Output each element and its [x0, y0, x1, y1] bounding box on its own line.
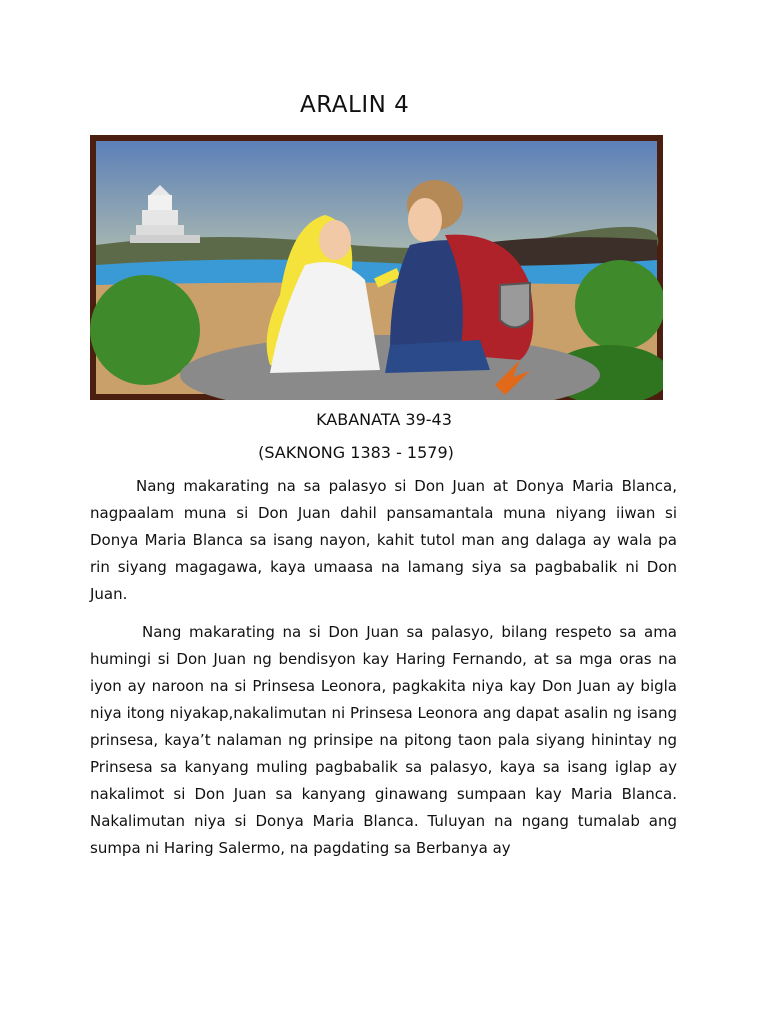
story-illustration [90, 135, 663, 400]
stanza-range: (SAKNONG 1383 - 1579) [258, 443, 454, 462]
paragraph-1: Nang makarating na sa palasyo si Don Juan at Donya Maria Blanca, nagpaalam muna si Don Juan dahil pansamantala muna niyang iiwan si Donya Maria Blanca sa isang nayon, kahit tutol man ang dalaga ay wala pa rin siyang magagawa, kaya umaasa na lamang siya sa pagbabalik ni Don Juan. [90, 477, 677, 603]
chapter-heading: KABANATA 39-43 [316, 410, 452, 429]
paragraph-2: Nang makarating na si Don Juan sa palasyo, bilang respeto sa ama humingi si Don Juan ng bendisyon kay Haring Fernando, at sa mga oras na iyon ay naroon na si Prinsesa Leonora, pagkakita niya kay Don Juan ay bigla niya itong niyakap,nakalimutan ni Prinsesa Leonora ang dapat asalin ng isang prinsesa, kaya’t nalaman ng prinsipe na pitong taon pala siyang hinintay ng Prinsesa sa kanyang muling pagbabalik sa palasyo, kaya sa isang iglap ay nakalimot si Don Juan sa kanyang ginawang sumpaan kay Maria Blanca. Nakalimutan niya si Donya Maria Blanca. Tuluyan na ngang tumalab ang sumpa ni Haring Salermo, na pagdating sa Berbanya ay [90, 623, 677, 857]
bush-right [575, 260, 663, 350]
lesson-title: ARALIN 4 [300, 92, 410, 118]
